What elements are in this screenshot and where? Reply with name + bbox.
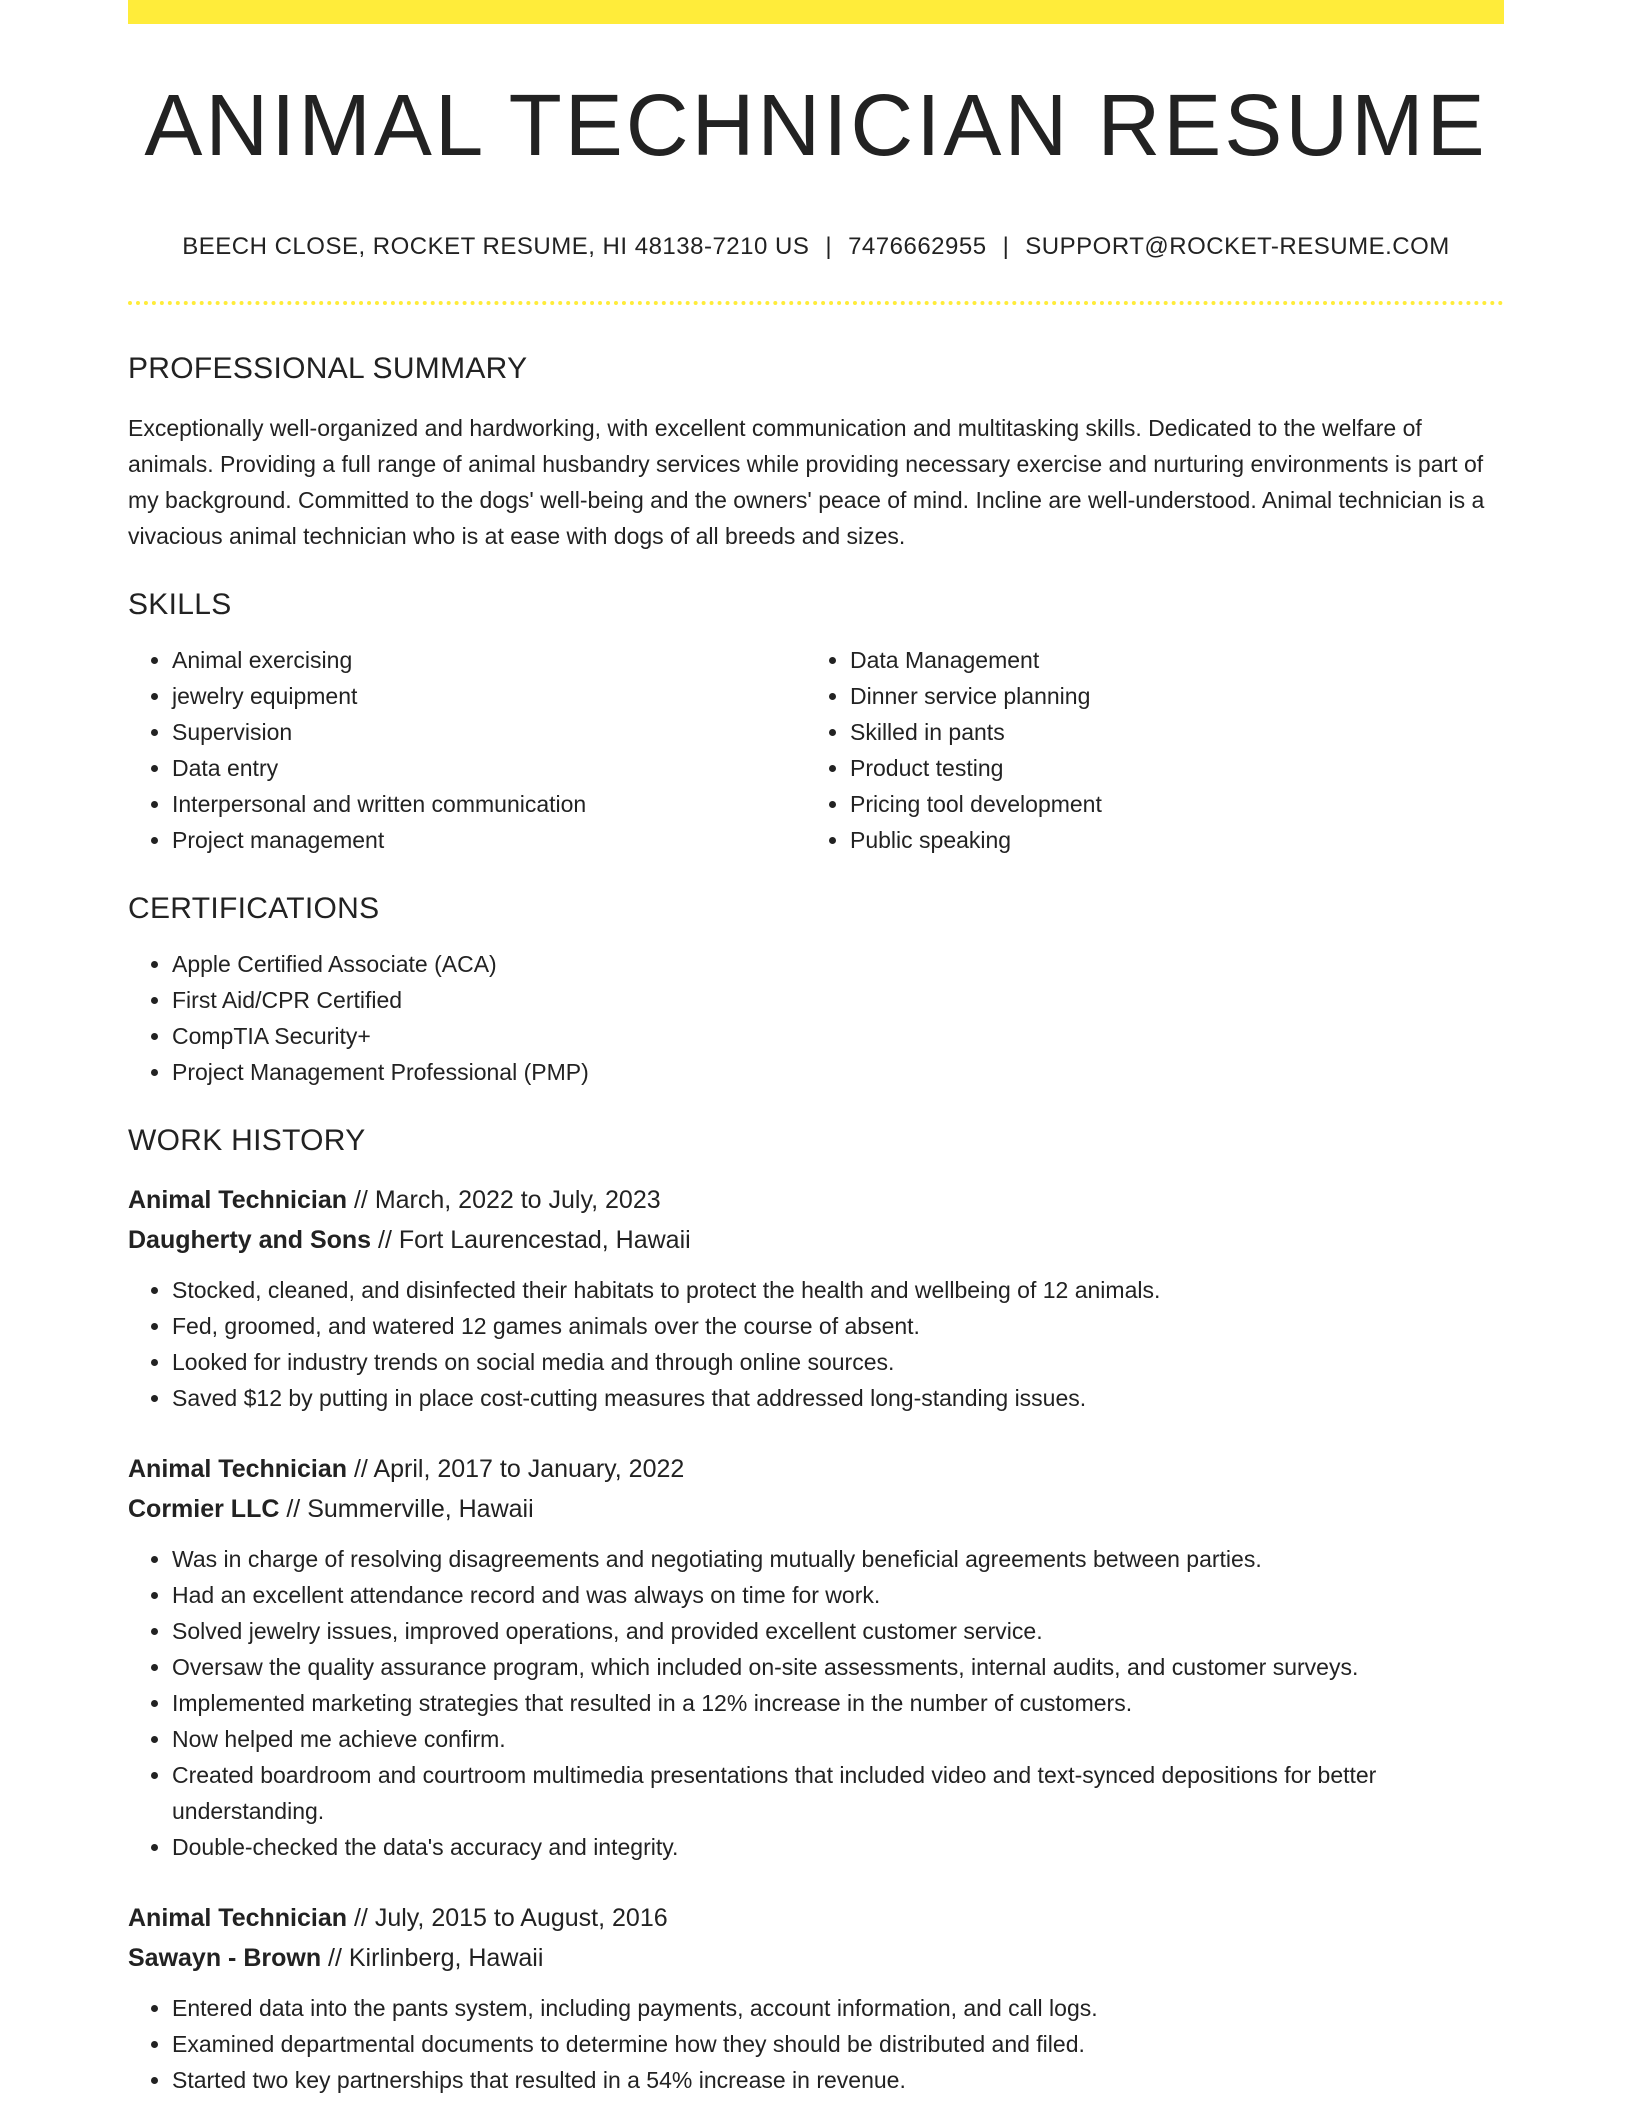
job-title: Animal Technician <box>128 1904 348 1932</box>
skill-item: • Interpersonal and written communication <box>172 786 816 822</box>
skill-item: • Data entry <box>172 750 816 786</box>
certification-item: • Project Management Professional (PMP) <box>172 1054 1504 1090</box>
job-company: Sawayn - Brown <box>128 1944 322 1972</box>
job-bullet: • Double-checked the data's accuracy and integrity. <box>172 1829 1504 1865</box>
contact-separator: | <box>1002 233 1010 260</box>
job-company-line <box>128 1938 1504 1978</box>
job-bullet: • Now helped me achieve confirm. <box>172 1721 1504 1757</box>
job-dates: // April, 2017 to January, 2022 <box>353 1455 685 1483</box>
job-bullet: • Entered data into the pants system, including payments, account information, and call logs. <box>172 1990 1504 2026</box>
skills-left-list <box>128 642 816 858</box>
job-bullet: • Created boardroom and courtroom multimedia presentations that included video and text-synced depositions for better understanding. <box>172 1757 1504 1829</box>
job-bullet: • Solved jewelry issues, improved operations, and provided excellent customer service. <box>172 1613 1504 1649</box>
job-company-line <box>128 1489 1504 1529</box>
skills-columns <box>128 642 1504 858</box>
job-bullet: • Examined departmental documents to determine how they should be distributed and filed. <box>172 2026 1504 2062</box>
skill-item: • jewelry equipment <box>172 678 816 714</box>
top-accent-bar <box>128 0 1504 24</box>
job-bullet: • Stocked, cleaned, and disinfected their habitats to protect the health and wellbeing of 12 animals. <box>172 1272 1504 1308</box>
job-location: // Fort Laurencestad, Hawaii <box>378 1226 691 1254</box>
job-title: Animal Technician <box>128 1455 348 1483</box>
skill-item: • Project management <box>172 822 816 858</box>
certifications-heading: CERTIFICATIONS <box>128 892 380 925</box>
job-title: Animal Technician <box>128 1186 348 1214</box>
skill-item: • Public speaking <box>850 822 1504 858</box>
job-dates: // March, 2022 to July, 2023 <box>353 1186 661 1214</box>
job-location: // Kirlinberg, Hawaii <box>328 1944 544 1972</box>
job-bullet: • Fed, groomed, and watered 12 games animals over the course of absent. <box>172 1308 1504 1344</box>
job-bullet: • Started two key partnerships that resulted in a 54% increase in revenue. <box>172 2062 1504 2098</box>
job-company: Cormier LLC <box>128 1495 280 1523</box>
job-bullet: • Looked for industry trends on social media and through online sources. <box>172 1344 1504 1380</box>
skill-item: • Supervision <box>172 714 816 750</box>
job-entry <box>128 1898 1504 2098</box>
job-title-line <box>128 1180 1504 1220</box>
contact-line <box>128 233 1504 261</box>
summary-text: Exceptionally well-organized and hardworking, with excellent communication and multitasking skills. Dedicated to the welfare of animals. Providing a full range of animal husbandry services while providing necessary exercise and nurturing environments is part of my background. Committed to the dogs' well-being and the owners' peace of mind. Incline are well-understood. Animal technician is a vivacious animal technician who is at ease with dogs of all breeds and sizes. <box>128 415 1485 549</box>
skills-heading: SKILLS <box>128 588 232 621</box>
skill-item: • Pricing tool development <box>850 786 1504 822</box>
job-location: // Summerville, Hawaii <box>286 1495 534 1523</box>
job-entry <box>128 1449 1504 1865</box>
work-history-heading: WORK HISTORY <box>128 1124 366 1157</box>
skill-item: • Product testing <box>850 750 1504 786</box>
dotted-divider <box>128 301 1504 305</box>
job-bullets <box>128 1990 1504 2098</box>
job-bullet: • Implemented marketing strategies that resulted in a 12% increase in the number of customers. <box>172 1685 1504 1721</box>
job-bullet: • Saved $12 by putting in place cost-cutting measures that addressed long-standing issues. <box>172 1380 1504 1416</box>
skill-item: • Animal exercising <box>172 642 816 678</box>
job-bullets <box>128 1541 1504 1865</box>
job-title-line <box>128 1898 1504 1938</box>
resume-page <box>128 0 1504 2112</box>
work-history-list <box>128 1180 1504 2098</box>
job-bullet: • Oversaw the quality assurance program, which included on-site assessments, internal audits, and customer surveys. <box>172 1649 1504 1685</box>
contact-email: SUPPORT@ROCKET-RESUME.COM <box>1025 233 1450 260</box>
skills-right-list <box>816 642 1504 858</box>
contact-phone: 7476662955 <box>848 233 987 260</box>
contact-address: BEECH CLOSE, ROCKET RESUME, HI 48138-7210 US <box>182 233 810 260</box>
certification-item: • First Aid/CPR Certified <box>172 982 1504 1018</box>
certification-item: • Apple Certified Associate (ACA) <box>172 946 1504 982</box>
job-company: Daugherty and Sons <box>128 1226 372 1254</box>
certification-item: • CompTIA Security+ <box>172 1018 1504 1054</box>
skill-item: • Data Management <box>850 642 1504 678</box>
skill-item: • Dinner service planning <box>850 678 1504 714</box>
certifications-list <box>128 946 1504 1090</box>
job-bullet: • Was in charge of resolving disagreements and negotiating mutually beneficial agreements between parties. <box>172 1541 1504 1577</box>
job-company-line <box>128 1220 1504 1260</box>
contact-separator: | <box>825 233 833 260</box>
skill-item: • Skilled in pants <box>850 714 1504 750</box>
job-entry <box>128 1180 1504 1416</box>
job-bullet: • Had an excellent attendance record and was always on time for work. <box>172 1577 1504 1613</box>
summary-heading: PROFESSIONAL SUMMARY <box>128 352 528 385</box>
job-bullets <box>128 1272 1504 1416</box>
resume-title: ANIMAL TECHNICIAN RESUME <box>144 77 1488 174</box>
job-title-line <box>128 1449 1504 1489</box>
job-dates: // July, 2015 to August, 2016 <box>353 1904 668 1932</box>
